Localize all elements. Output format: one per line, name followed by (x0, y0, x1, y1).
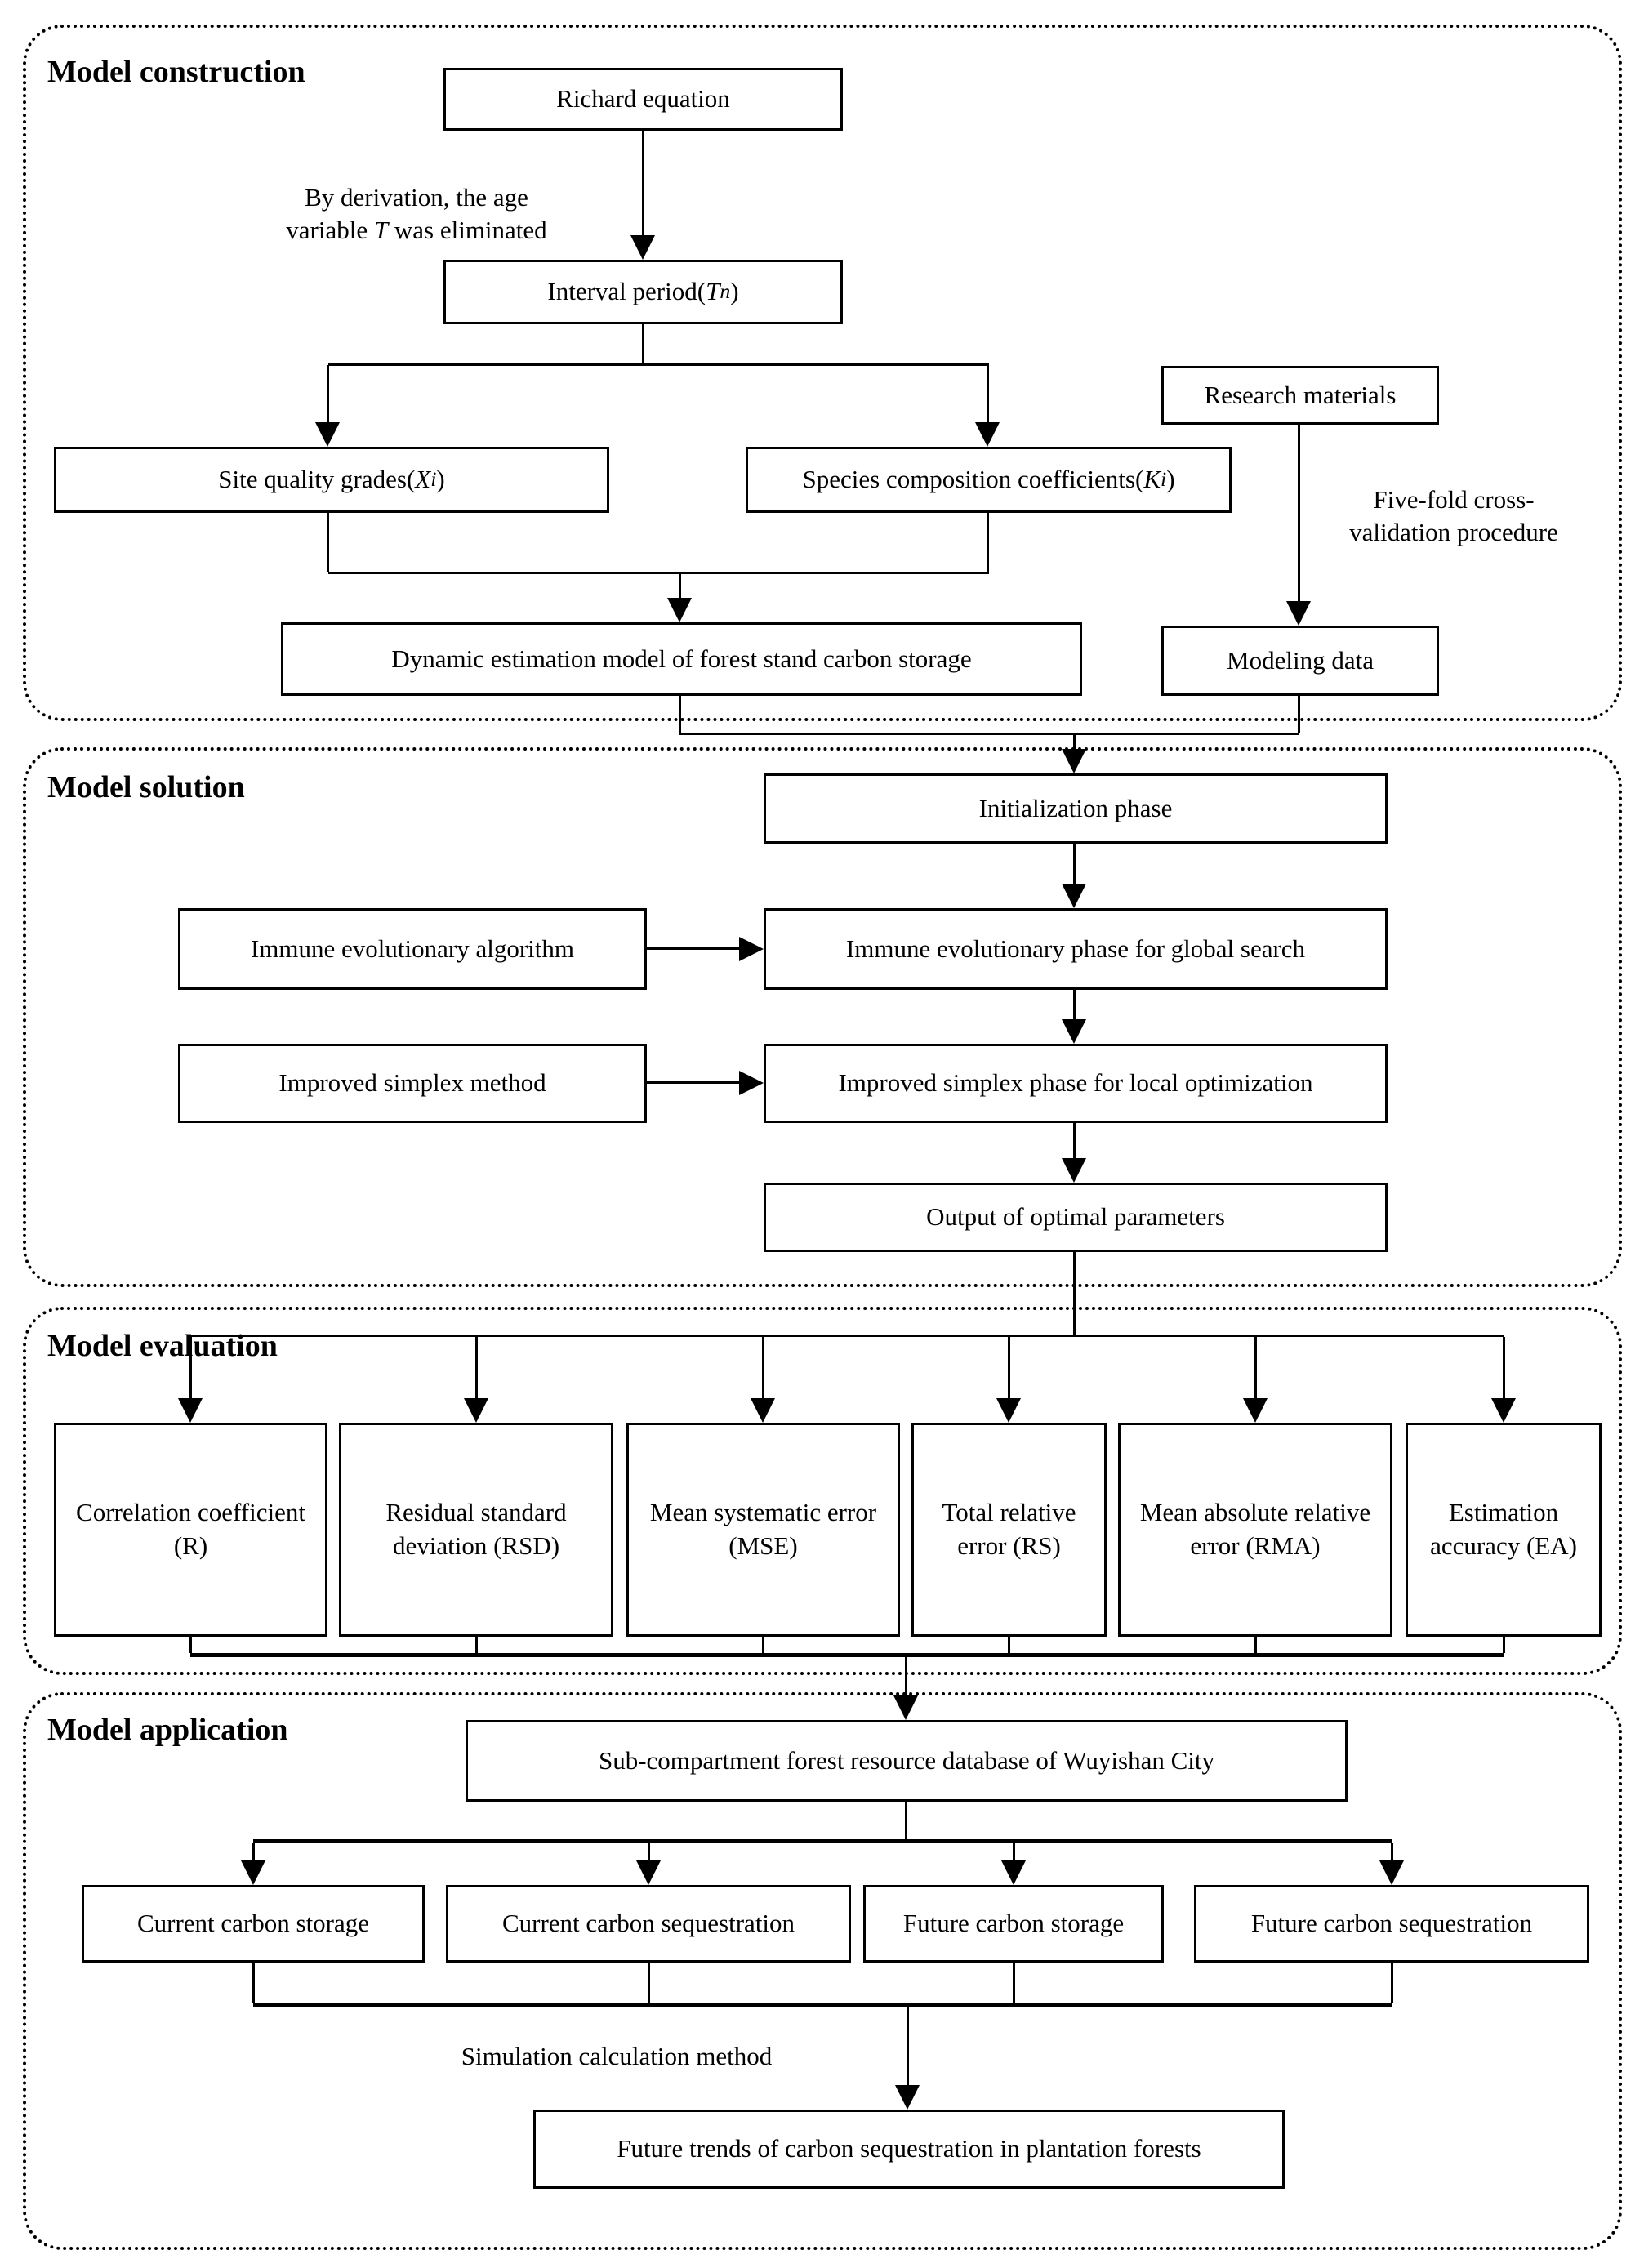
connector-line (1391, 1843, 1393, 1860)
interval-period-box: Interval period( T n ) (443, 260, 843, 324)
connector-line (642, 131, 644, 235)
connector-line (987, 513, 989, 572)
arrow-down-icon (464, 1398, 488, 1423)
connector-line (648, 1963, 650, 2003)
richard-equation-box: Richard equation (443, 68, 843, 131)
arrow-down-icon (751, 1398, 775, 1423)
section-label-model-construction: Model construction (47, 55, 305, 89)
connector-line (253, 1839, 1392, 1843)
arrow-down-icon (975, 422, 1000, 447)
arrow-down-icon (893, 1695, 918, 1720)
connector-line (905, 1802, 907, 1839)
connector-line (1503, 1337, 1505, 1398)
arrow-down-icon (1062, 1019, 1086, 1044)
arrow-down-icon (315, 422, 340, 447)
connector-line (648, 1843, 650, 1860)
immune-phase-box: Immune evolutionary phase for global search (764, 908, 1388, 990)
species-composition-box: Species composition coefficients( K i ) (746, 447, 1232, 513)
arrow-down-icon (895, 2085, 920, 2110)
connector-line (907, 2007, 909, 2085)
future-carbon-storage-box: Future carbon storage (863, 1885, 1164, 1963)
arrow-down-icon (1062, 884, 1086, 908)
connector-line (1503, 1637, 1505, 1653)
connector-line (1298, 696, 1300, 733)
section-label-model-application: Model application (47, 1713, 288, 1747)
connector-line (1073, 1252, 1076, 1335)
connector-line (190, 1653, 1504, 1657)
site-quality-box: Site quality grades( X i ) (54, 447, 609, 513)
connector-line (679, 696, 681, 733)
connector-line (642, 324, 644, 363)
simplex-method-box: Improved simplex method (178, 1044, 647, 1123)
connector-line (679, 573, 681, 598)
future-carbon-sequestration-box: Future carbon sequestration (1194, 1885, 1589, 1963)
connector-line (189, 1637, 192, 1653)
simplex-phase-box: Improved simplex phase for local optimization (764, 1044, 1388, 1123)
connector-line (905, 1657, 907, 1695)
connector-line (1013, 1843, 1015, 1860)
connector-line (252, 1963, 255, 2003)
connector-line (328, 363, 989, 366)
connector-line (475, 1637, 478, 1653)
connector-line (1073, 734, 1076, 749)
connector-line (1013, 1963, 1015, 2003)
arrow-down-icon (1062, 1158, 1086, 1183)
connector-line (327, 365, 329, 422)
arrow-down-icon (1062, 749, 1086, 773)
initialization-phase-box: Initialization phase (764, 773, 1388, 844)
database-box: Sub-compartment forest resource database of Wuyishan City (466, 1720, 1348, 1802)
connector-line (190, 1335, 1504, 1337)
arrow-down-icon (1379, 1860, 1404, 1885)
metric-box-r: Correlation coefficient (R) (54, 1423, 327, 1637)
arrow-down-icon (1491, 1398, 1516, 1423)
current-carbon-sequestration-box: Current carbon sequestration (446, 1885, 851, 1963)
arrow-down-icon (1286, 601, 1311, 626)
connector-line (1254, 1637, 1257, 1653)
metric-box-rma: Mean absolute relative error (RMA) (1118, 1423, 1392, 1637)
arrow-down-icon (241, 1860, 265, 1885)
arrow-right-icon (739, 1071, 764, 1095)
research-materials-box: Research materials (1161, 366, 1439, 425)
connector-line (252, 1843, 255, 1860)
derivation-note: By derivation, the age variable T was eliminated (286, 183, 547, 244)
arrow-down-icon (996, 1398, 1021, 1423)
connector-line (1008, 1637, 1010, 1653)
dynamic-model-box: Dynamic estimation model of forest stand carbon storage (281, 622, 1082, 696)
connector-line (762, 1337, 764, 1398)
arrow-down-icon (178, 1398, 203, 1423)
connector-line (327, 513, 329, 572)
metric-box-ea: Estimation accuracy (EA) (1406, 1423, 1602, 1637)
simulation-method-note: Simulation calculation method (461, 2042, 773, 2070)
connector-line (647, 1081, 739, 1084)
connector-line (987, 365, 989, 422)
cross-validation-note: Five-fold cross- validation procedure (1349, 485, 1558, 546)
section-label-model-solution: Model solution (47, 770, 245, 804)
connector-line (647, 947, 739, 950)
connector-line (1073, 1123, 1076, 1158)
arrow-down-icon (636, 1860, 661, 1885)
connector-line (1254, 1337, 1257, 1398)
connector-line (762, 1637, 764, 1653)
connector-line (1391, 1963, 1393, 2003)
arrow-down-icon (630, 235, 655, 260)
arrow-down-icon (1243, 1398, 1268, 1423)
future-trends-box: Future trends of carbon sequestration in plantation forests (533, 2110, 1285, 2189)
arrow-down-icon (667, 598, 692, 622)
section-label-model-evaluation: Model evaluation (47, 1329, 278, 1363)
connector-line (1073, 990, 1076, 1019)
arrow-down-icon (1001, 1860, 1026, 1885)
connector-line (679, 733, 1299, 735)
metric-box-mse: Mean systematic error (MSE) (626, 1423, 900, 1637)
connector-line (328, 572, 989, 574)
immune-algorithm-box: Immune evolutionary algorithm (178, 908, 647, 990)
modeling-data-box: Modeling data (1161, 626, 1439, 696)
arrow-right-icon (739, 937, 764, 961)
current-carbon-storage-box: Current carbon storage (82, 1885, 425, 1963)
metric-box-rs: Total relative error (RS) (911, 1423, 1107, 1637)
metric-box-rsd: Residual standard deviation (RSD) (339, 1423, 613, 1637)
connector-line (253, 2003, 1392, 2007)
connector-line (1073, 844, 1076, 884)
connector-line (1008, 1337, 1010, 1398)
connector-line (1298, 425, 1300, 601)
connector-line (475, 1337, 478, 1398)
output-parameters-box: Output of optimal parameters (764, 1183, 1388, 1252)
